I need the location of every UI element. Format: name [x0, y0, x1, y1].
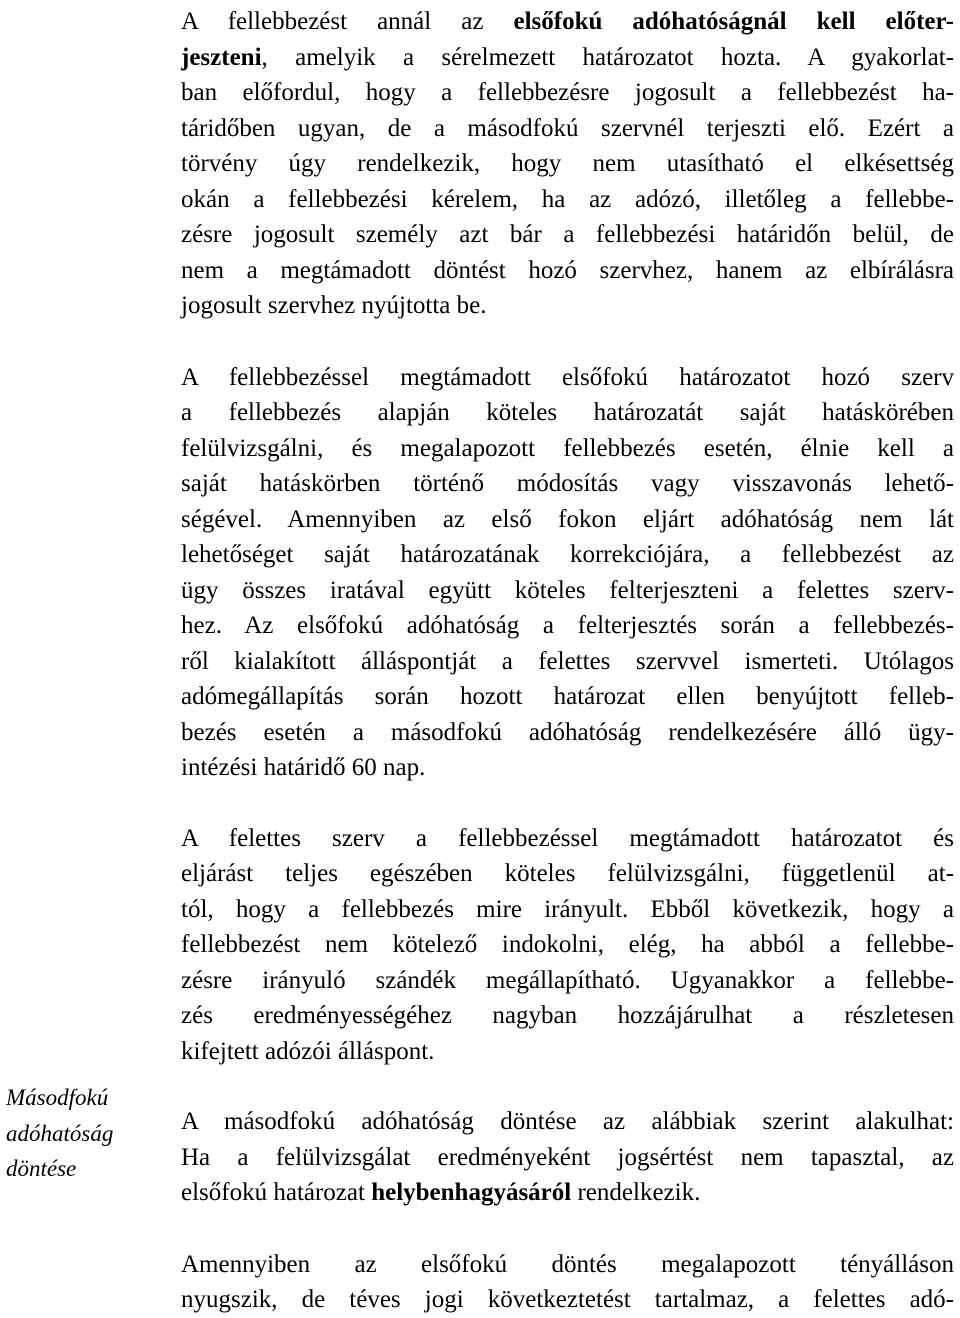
text-run: fellebbezést nem kötelező indokolni, elég, ha abból a fellebbe- — [181, 931, 954, 958]
paragraph — [181, 821, 954, 1070]
text-line — [181, 750, 954, 786]
text-line — [181, 998, 954, 1034]
text-line — [181, 1175, 954, 1211]
text-run: hez. Az elsőfokú adóhatóság a felterjesztés során a fellebbezés- — [181, 612, 954, 639]
margin-note — [6, 1080, 166, 1187]
text-run: kifejtett adózói álláspont. — [181, 1037, 435, 1065]
text-run: zésre irányuló szándék megállapítható. Ugyanakkor a fellebbe- — [181, 966, 954, 994]
text-line — [181, 679, 954, 715]
margin-note-line: adóhatóság — [6, 1120, 114, 1146]
text-line — [181, 856, 954, 892]
text-run: , amelyik a sérelmezett határozatot hozta. A gyakorlat- — [261, 43, 954, 71]
text-run: a fellebbezés alapján köteles határozatát saját hatáskörében — [181, 399, 954, 426]
text-line — [181, 111, 954, 147]
text-run: bezés esetén a másodfokú adóhatóság rendelkezésére álló ügy- — [181, 718, 954, 746]
text-run: jogosult szervhez nyújtotta be. — [181, 292, 487, 319]
text-run: nyugszik, de téves jogi következtetést tartalmaz, a felettes adó- — [181, 1286, 954, 1313]
text-run: ről kialakított álláspontját a felettes szervvel ismerteti. Utólagos — [181, 647, 954, 675]
text-line — [181, 40, 954, 76]
text-run: A felettes szerv a fellebbezéssel megtámadott határozatot és — [181, 824, 954, 852]
text-line — [181, 146, 954, 182]
text-line — [181, 821, 954, 857]
margin-note-line: döntése — [6, 1156, 77, 1181]
text-run: okán a fellebbezési kérelem, ha az adózó, illetőleg a fellebbe- — [181, 185, 954, 213]
paragraph — [181, 360, 954, 786]
text-run: zésre jogosult személy azt bár a fellebbezési határidőn belül, de — [181, 221, 954, 248]
paragraph — [181, 1247, 954, 1318]
text-line — [181, 892, 954, 928]
text-line — [181, 1140, 954, 1176]
text-line — [181, 608, 954, 644]
text-line — [181, 253, 954, 289]
text-line — [181, 1034, 954, 1070]
text-line — [181, 927, 954, 963]
margin-note-line: Másodfokú — [6, 1085, 109, 1110]
text-run: adómegállapítás során hozott határozat ellen benyújtott felleb- — [181, 683, 954, 710]
text-run: A fellebbezéssel megtámadott elsőfokú határozatot hozó szerv — [181, 363, 954, 391]
bold-text: jeszteni — [181, 43, 262, 71]
paragraph — [181, 1104, 954, 1211]
text-run: A fellebbezést annál az — [181, 8, 514, 35]
text-run: zés eredményességéhez nagyban hozzájárulhat a részletesen — [181, 1002, 954, 1029]
text-run: lehetőséget saját határozatának korrekciójára, a fellebbezést az — [181, 541, 954, 568]
text-run: Amennyiben az elsőfokú döntés megalapozott tényálláson — [181, 1250, 954, 1278]
text-run: eljárást teljes egészében köteles felülvizsgálni, függetlenül at- — [181, 860, 954, 887]
text-line — [181, 1104, 954, 1140]
text-line — [181, 963, 954, 999]
text-line — [181, 217, 954, 253]
text-line — [181, 502, 954, 538]
text-run: intézési határidő 60 nap. — [181, 754, 426, 781]
text-line — [181, 75, 954, 111]
text-line — [181, 395, 954, 431]
text-run: ségével. Amennyiben az első fokon eljárt adóhatóság nem lát — [181, 505, 954, 533]
text-run: törvény úgy rendelkezik, hogy nem utasítható el elkésettség — [181, 150, 954, 177]
text-run: A másodfokú adóhatóság döntése az alábbiak szerint alakulhat: — [181, 1108, 954, 1135]
text-run: elsőfokú határozat — [181, 1179, 372, 1206]
text-line — [181, 288, 954, 324]
text-run: tól, hogy a fellebbezés mire irányult. Ebből következik, hogy a — [181, 895, 954, 923]
text-line — [181, 466, 954, 502]
text-run: nem a megtámadott döntést hozó szervhez, hanem az elbírálásra — [181, 256, 954, 284]
text-run: saját hatáskörben történő módosítás vagy visszavonás lehető- — [181, 470, 954, 497]
text-line — [181, 573, 954, 609]
text-line — [181, 1282, 954, 1318]
text-run: felülvizsgálni, és megalapozott fellebbezés esetén, élnie kell a — [181, 434, 954, 462]
text-line — [181, 4, 954, 40]
text-run: Ha a felülvizsgálat eredményeként jogsértést nem tapasztal, az — [181, 1143, 954, 1171]
text-run: táridőben ugyan, de a másodfokú szervnél terjeszti elő. Ezért a — [181, 114, 954, 142]
text-run: ügy összes iratával együtt köteles felterjeszteni a felettes szerv- — [181, 576, 954, 604]
text-line — [181, 431, 954, 467]
text-run: rendelkezik. — [571, 1179, 701, 1206]
text-line — [181, 182, 954, 218]
text-line — [181, 360, 954, 396]
text-line — [181, 644, 954, 680]
text-run: ban előfordul, hogy a fellebbezésre jogosult a fellebbezést ha- — [181, 79, 954, 106]
text-line — [181, 537, 954, 573]
paragraph — [181, 4, 954, 324]
bold-text: elsőfokú adóhatóságnál kell előter- — [513, 8, 954, 35]
text-line — [181, 715, 954, 751]
main-text — [181, 4, 954, 1318]
bold-text: helybenhagyásáról — [371, 1179, 572, 1206]
text-line — [181, 1247, 954, 1283]
